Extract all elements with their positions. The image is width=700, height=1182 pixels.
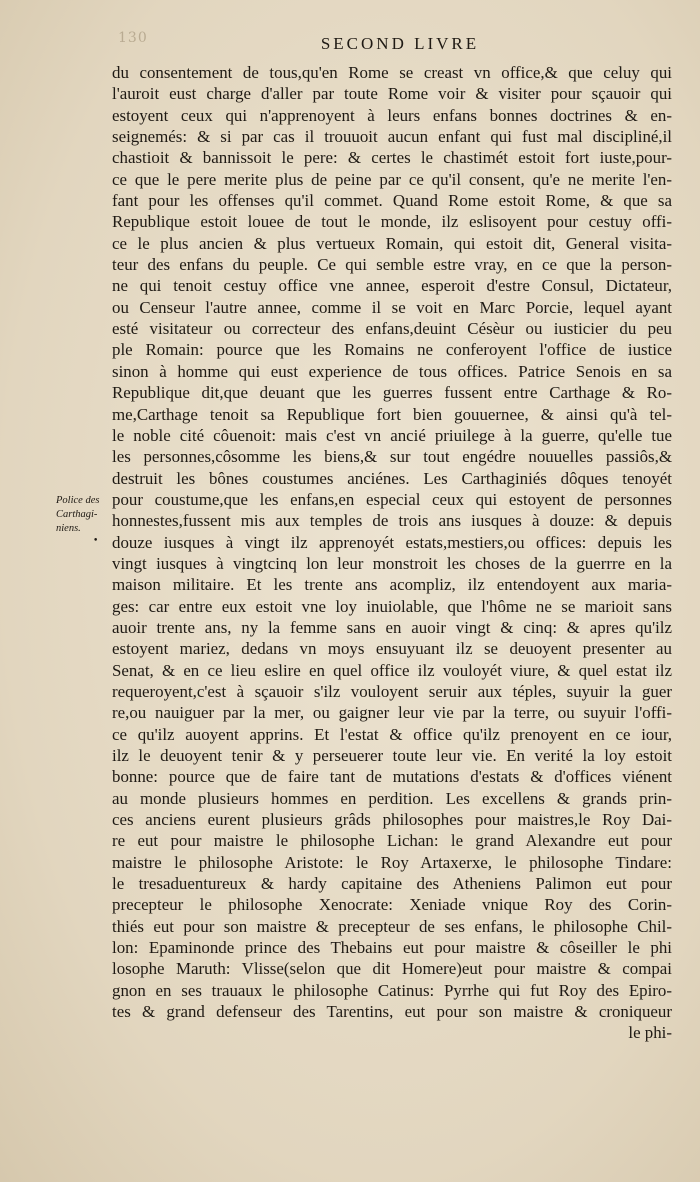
text-line: ou Censeur l'autre annee, comme il se voit en Marc Porcie, lequel ayant [112, 297, 672, 317]
text-line: fant pour les offenses qu'il commet. Quand Rome estoit Rome, & que sa [112, 191, 672, 211]
text-line: maison militaire. Et les trente ans acompliz, ilz entendoyent aux maria- [112, 575, 672, 595]
text-line: ne qui tenoit cestuy office vne annee, esperoit d'estre Consul, Dictateur, [112, 276, 672, 296]
marginal-note [56, 494, 116, 536]
text-line: seignemés: & si par cas il trouuoit aucun enfant qui fust mal discipliné,il [112, 127, 672, 147]
text-line: honnestes,fussent mis aux temples de trois ans iusques à douze: & depuis [112, 511, 672, 531]
marginal-note-line: Police des [56, 495, 100, 506]
text-line: tes & grand defenseur des Tarentins, eut pour son maistre & croniqueur [112, 1002, 672, 1022]
text-line: ges: car entre eux estoit vne loy inuiolable, que l'hôme ne se marioit sans [112, 596, 672, 616]
text-line: ces anciens eurent plusieurs grâds philosophes pour maistres,le Roy Dai- [112, 810, 672, 830]
text-line: ple Romain: pource que les Romains ne conferoyent l'office de iustice [112, 340, 672, 360]
text-line: me,Carthage tenoit sa Republique fort bien gouuernee, & ainsi qu'à tel- [112, 404, 672, 424]
text-line: ce qu'ilz auoyent apprins. Et l'estat & office qu'ilz prenoyent en ce iour, [112, 724, 672, 744]
text-line: vingt iusques à vingtcinq lon leur monstroit les choses de la guerrre en la [112, 553, 672, 573]
text-line: estoyent ceux qui n'apprenoyent à leurs enfans bonnes doctrines & en- [112, 105, 672, 125]
text-line: bonne: pource que de faire tant de mutations d'estats & d'offices viénent [112, 767, 672, 787]
margin-bullet: • [93, 536, 99, 546]
text-line: ilz le deuoyent tenir & y perseuerer toute leur vie. En verité la loy estoit [112, 746, 672, 765]
text-line: Republique estoit louee de tout le monde, ilz eslisoyent pour cestuy offi- [112, 212, 672, 232]
page-number: 130 [118, 30, 148, 46]
text-line: Republique dit,que deuant que les guerres fussent entre Carthage & Ro- [112, 383, 672, 403]
text-line: Senat, & en ce lieu eslire en quel office ilz vouloyét viure, & quel estat ilz [112, 660, 672, 680]
text-line: requeroyent,c'est à sçauoir s'ilz vouloyent seruir aux téples, suyuir la guer [112, 681, 672, 701]
text-line: re eut pour maistre le philosophe Lichan: le grand Alexandre eut pour [112, 831, 672, 851]
text-line: precepteur le philosophe Xenocrate: Xeniade vnique Roy des Corin- [112, 895, 672, 915]
text-line: esté visitateur ou correcteur des enfans,deuint Césèur ou iusticier du peu [112, 319, 672, 339]
marginal-note-line: Carthagi- [56, 509, 98, 520]
text-line: sinon à homme qui eust experience de tous offices. Patrice Senois en sa [112, 361, 672, 381]
text-line: teur des enfans du peuple. Ce qui semble estre vray, en ce que la person- [112, 255, 672, 275]
text-line: gnon en ses trauaux le philosophe Catinus: Pyrrhe qui fut Roy des Epiro- [112, 980, 672, 1000]
text-line: maistre le philosophe Aristote: le Roy Artaxerxe, le philosophe Tindare: [112, 852, 672, 872]
text-line: estoyent mariez, dedans vn moys ensuyuant ilz se deuoyent presenter au [112, 639, 672, 659]
body-text [112, 62, 672, 1044]
text-line: l'auroit eust charge d'aller par toute Rome voir & visiter pour sçauoir qui [112, 84, 672, 104]
text-line: thiés eut pour son maistre & precepteur de ses enfans, le philosophe Chil- [112, 916, 672, 936]
text-line: ce que le pere merite plus de peine par ce qu'il consent, qu'e ne merite l'en- [112, 169, 672, 189]
text-line: au monde plusieurs hommes en perdition. Les excellens & grands prin- [112, 788, 672, 808]
text-line: auoir trente ans, ny la femme sans en auoir vingt & cinq: & apres qu'ilz [112, 617, 672, 637]
text-line: ce le plus ancien & plus vertueux Romain, qui estoit dit, General visita- [112, 233, 672, 253]
text-line: douze iusques à vingt ilz apprenoyét estats,mestiers,ou offices: depuis les [112, 532, 672, 552]
marginal-note-line: niens. [56, 523, 81, 534]
text-line: re,ou nauiguer par la mer, ou gaigner leur vie par la terre, ou suyuir l'offi- [112, 703, 672, 723]
text-line: du consentement de tous,qu'en Rome se creast vn office,& que celuy qui [112, 63, 672, 82]
running-header: SECOND LIVRE [320, 34, 480, 53]
text-line: losophe Maruth: Vlisse(selon que dit Homere)eut pour maistre & compai [112, 959, 672, 979]
text-line: lon: Epaminonde prince des Thebains eut pour maistre & côseiller le phi [112, 938, 672, 958]
text-line: chastioit & bannissoit le pere: & certes le chastimét estoit fort iuste,pour- [112, 148, 672, 168]
text-line: pour coustume,que les enfans,en especial ceux qui estoyent de personnes [112, 489, 672, 509]
text-line: le tresaduentureux & hardy capitaine des Atheniens Palimon eut pour [112, 874, 672, 894]
text-line: les personnes,côsomme les biens,& sur tout engédre nouuelles passiôs,& [112, 447, 672, 467]
text-line: destruit les bônes coustumes anciénes. Les Carthaginiés dôques tenoyét [112, 468, 672, 488]
text-line: le noble cité côuenoit: mais c'est vn ancié priuilege à la guerre, qu'elle tue [112, 425, 672, 445]
text-line: le phi- [628, 1023, 672, 1043]
